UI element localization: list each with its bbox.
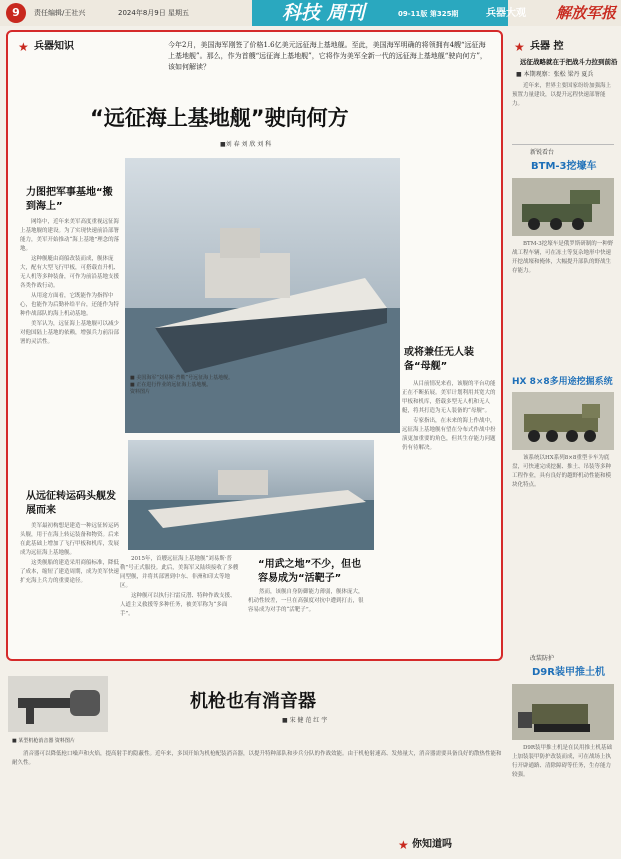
- sidebar-subhead: 新锐看台: [530, 149, 555, 156]
- bottom-caption: ■ 某型机枪消音器 资料图片: [12, 738, 75, 744]
- sidebar-byline: ■ 本期观察：张松 梁丹 夏兵: [516, 71, 594, 78]
- photo-caption: ■ 美国海军“刘易斯·普勒”号远征海上基地舰。 ■ 正在进行作业的远征海上基地舰。 资料图片: [130, 375, 234, 395]
- newspaper-logo: 解放军报: [556, 4, 617, 22]
- subhead-3: “用武之地”不少，但也容易成为“活靶子”: [258, 559, 362, 584]
- section-name: 兵器大观: [486, 8, 526, 19]
- issue-line: 09-11版 第325期: [398, 10, 459, 18]
- subhead-2: 从远征转运码头舰发展而来: [26, 491, 116, 516]
- item-1-title: BTM-3挖壕车: [531, 161, 597, 172]
- article-byline: ■刘 春 刘 欣 刘 科: [220, 141, 272, 148]
- column-4-text: [402, 380, 497, 650]
- item-2-text: [512, 454, 614, 584]
- sidebar-top-title: 远征战略就在于把战斗力拉到前沿: [520, 58, 618, 66]
- truck-image: [512, 392, 614, 450]
- paragraph: 这种舰艇由商船改装而成，舰体庞大，配有大型飞行甲板，可搭载直升机、无人机等多种装备，可作为前沿基地支援各类作战行动。: [20, 256, 120, 289]
- item-3-text: [512, 744, 614, 824]
- star-icon: ★: [18, 40, 29, 54]
- paragraph: 专家指出，在未来的海上作战中，远征海上基地舰有望在分布式作战中扮演更加重要的角色，但其生存能力问题仍有待解决。: [402, 418, 496, 451]
- paragraph: 网络中，近年来美军高度重视远征海上基地舰的建设。为了实现快速前沿部署能力，美军开始推动“海上基地”理念的落地。: [20, 219, 120, 252]
- paragraph: 然而，该舰自身防御能力薄弱，舰体庞大，机动性较差，一旦在高强度对抗中遭到打击，很容易成为对手的“活靶子”。: [248, 589, 364, 613]
- paragraph: 近年来，世界主要国家纷纷加强海上预置力量建设，以提升远程快速部署能力。: [512, 83, 612, 107]
- subhead-1: 力图把军事基地“搬到海上”: [26, 187, 113, 212]
- bulldozer-image: [512, 684, 614, 740]
- column-3-text: [120, 555, 240, 655]
- subhead-4: 或将兼任无人装备“母舰”: [404, 347, 474, 372]
- article-headline: “远征海上基地舰”驶向何方: [90, 106, 349, 130]
- date-line: 2024年8月9日 星期五: [118, 9, 189, 17]
- item-2-photo: [512, 392, 614, 450]
- sidebar-top-text: [512, 82, 614, 138]
- column-1-text: [20, 218, 120, 478]
- gun-photo: [8, 676, 108, 732]
- paragraph: 从目前情况来看，该舰的平台功能正在不断拓展。美军计划利用其宽大的甲板和机库，搭载多型无人机和无人艇，将其打造为无人装备的“母舰”。: [402, 381, 496, 414]
- paragraph: 这种舰可以执行扫雷反潜、特种作战支援、人道主义救援等多种任务，被美军称为“多面手”。: [120, 593, 236, 617]
- page-number-badge: 9: [6, 3, 26, 23]
- paragraph: 从用途方面看，它既能作为指挥中心，也能作为后勤补给平台，还能作为特种作战部队的海上机动基地。: [20, 293, 120, 317]
- star-icon: ★: [398, 838, 409, 852]
- item-1-photo: [512, 178, 614, 236]
- paragraph: BTM-3挖壕车是俄罗斯研制的一种野战工程车辆，可在冻土等复杂地形中快速开挖战壕和掩体，大幅提升部队的野战生存能力。: [512, 241, 614, 274]
- item-3-head: 改装防护: [530, 655, 555, 662]
- paragraph: D9R装甲推土机是在民用推土机基础上加装装甲防护改装而成，可在战场上执行开辟通路、清除障碍等任务，生存能力较强。: [512, 745, 613, 778]
- brand-title: 科技 周刊: [282, 2, 365, 24]
- paragraph: 该系统以HX系列8×8重型卡车为底盘，可快速完成挖掘、推土、吊装等多种工程作业，具有良好的越野机动性能和模块化特点。: [512, 455, 612, 488]
- sidebar-column-title: 兵器 控: [530, 41, 564, 52]
- ship-image-2: [128, 440, 374, 550]
- bottom-text: [12, 750, 502, 850]
- column-title: 兵器知识: [34, 41, 74, 52]
- paragraph: 美军最初构想是建造一种远征转运码头舰，用于在海上转运装备和物资。后来在此基础上增加了飞行甲板和机库，发展成为远征海上基地舰。: [20, 523, 120, 556]
- item-3-title: D9R装甲推土机: [532, 667, 605, 678]
- paragraph: 美军认为，远征海上基地舰可以减少对他国陆上基地的依赖，增强兵力前沿部署的灵活性。: [20, 321, 120, 345]
- star-icon: ★: [514, 40, 525, 54]
- column-3b-text: [248, 588, 368, 656]
- paragraph: 这类舰船的建造采用商船标准，降低了成本，缩短了建造周期，成为美军快速扩充海上兵力的重要途径。: [20, 560, 120, 584]
- bottom-byline: ■ 宋 健 范 红 宇: [282, 717, 328, 724]
- gun-image: [8, 676, 108, 732]
- article-intro: 今年2月，美国海军刚签了价格1.6亿美元远征海上基地舰。至此，美国海军明确的将领拥有4艘“远征海上基地舰”。那么，作为首艘“远征海上基地舰”，它将作为美军全新一代的远征海上基地舰“驶向何方”，该如何解读？: [168, 41, 487, 71]
- paragraph: 消音器可以降低枪口噪声和火焰，提高射手的隐蔽性。近年来，多国开始为机枪配装消音器，以提升特种部队和步兵分队的作战效能。由于机枪射速高、发热量大，消音器需要具备良好的散热性能和耐久性。: [12, 751, 502, 766]
- column-2-text: [20, 522, 120, 652]
- item-1-text: [512, 240, 614, 360]
- editor-line: 责任编辑/王社兴: [34, 9, 86, 17]
- bottom-column-title: 你知道吗: [412, 839, 452, 850]
- item-3-photo: [512, 684, 614, 740]
- item-2-title: HX 8×8多用途挖掘系统: [512, 377, 613, 387]
- bottom-headline: 机枪也有消音器: [190, 691, 316, 712]
- paragraph: 2015年，首艘远征海上基地舰“刘易斯·普勒”号正式服役。此后，美海军又陆续接收了多艘同型舰，并将其部署到中东、非洲和印太等地区。: [120, 556, 239, 589]
- divider: [512, 144, 614, 145]
- ship-photo-2: [128, 440, 374, 550]
- excavator-image: [512, 178, 614, 236]
